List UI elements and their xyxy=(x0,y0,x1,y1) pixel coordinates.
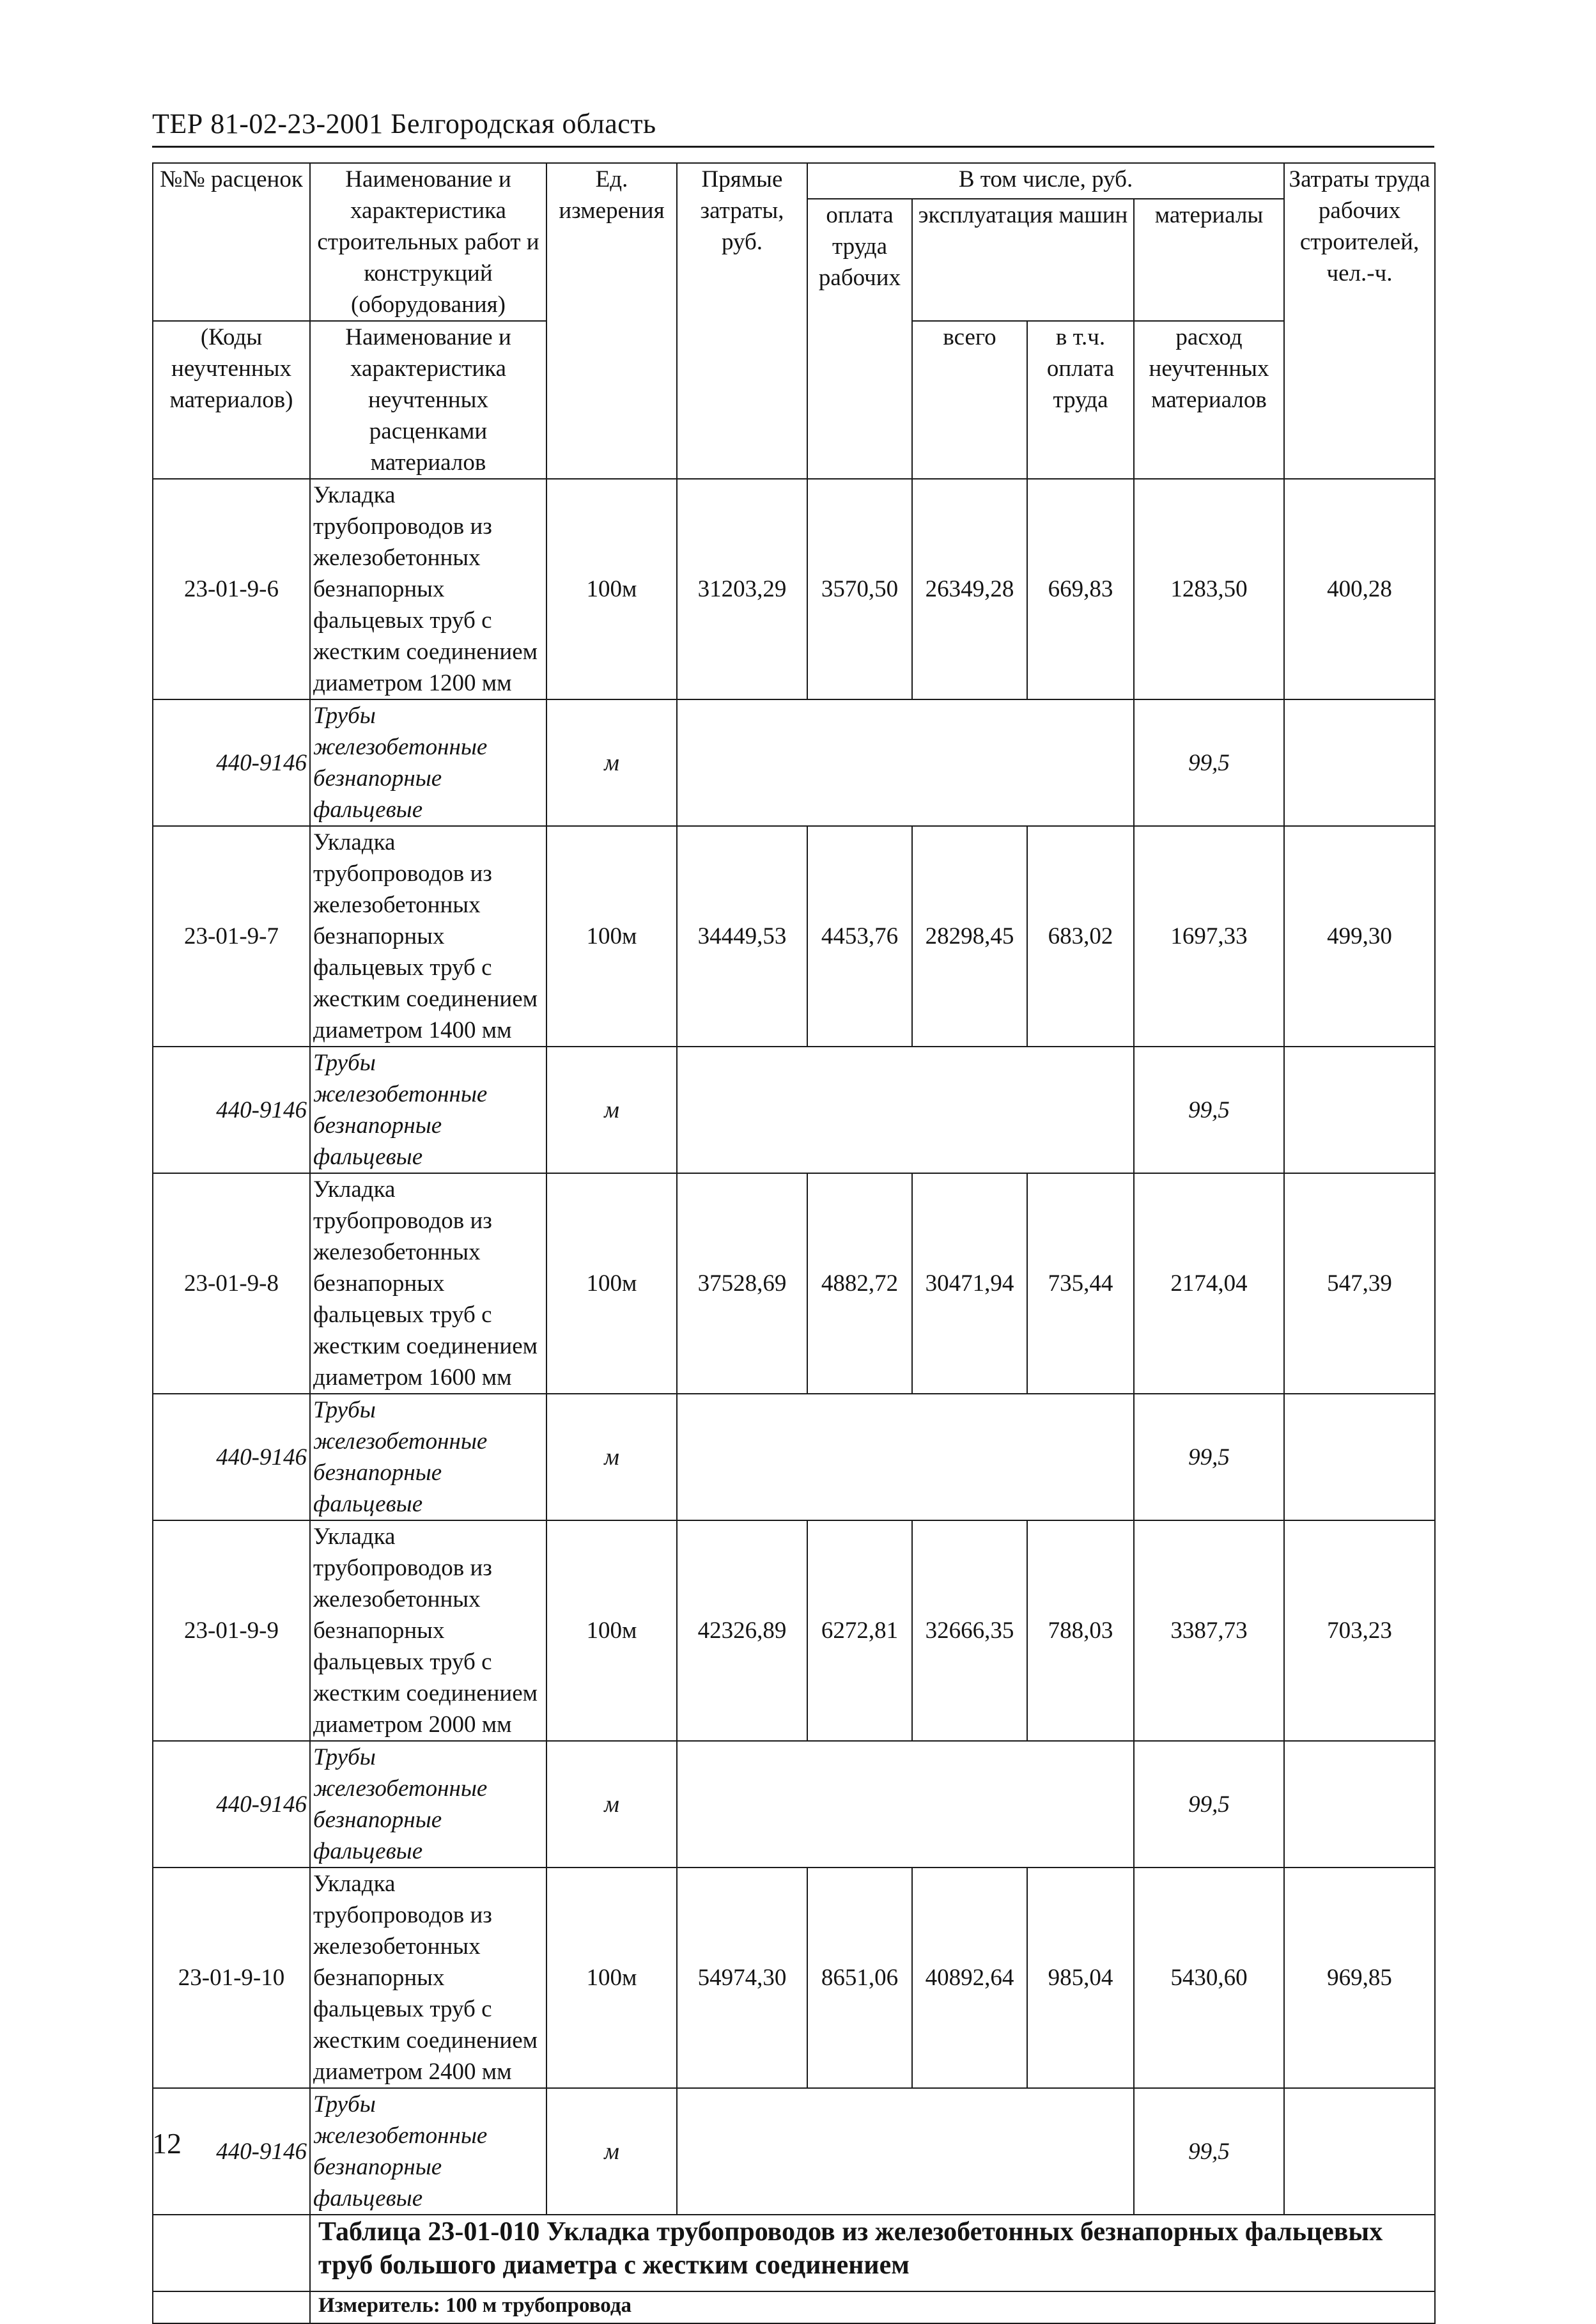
material-row xyxy=(153,2088,1435,2215)
material-row xyxy=(153,1047,1435,1173)
row-code: 23-01-9-9 xyxy=(153,1520,310,1741)
row-direct: 42326,89 xyxy=(677,1520,807,1741)
header-code2: (Коды неучтенных материалов) xyxy=(153,321,310,479)
material-labor-empty xyxy=(1284,1047,1435,1173)
next-table-title-row xyxy=(153,2215,1435,2291)
header-unit: Ед. измерения xyxy=(546,163,677,479)
material-labor-empty xyxy=(1284,2088,1435,2215)
row-unit: 100м xyxy=(546,1868,677,2088)
row-materials: 1283,50 xyxy=(1134,479,1284,699)
price-table xyxy=(152,162,1436,2324)
header-incl: В том числе, руб. xyxy=(807,163,1284,199)
row-labor: 703,23 xyxy=(1284,1520,1435,1741)
row-machine-wage: 669,83 xyxy=(1027,479,1134,699)
material-name: Трубы железобетонные безнапорные фальцевые xyxy=(310,699,546,826)
row-materials: 2174,04 xyxy=(1134,1173,1284,1394)
row-direct: 34449,53 xyxy=(677,826,807,1047)
row-wage: 8651,06 xyxy=(807,1868,912,2088)
row-materials: 5430,60 xyxy=(1134,1868,1284,2088)
material-qty: 99,5 xyxy=(1134,699,1284,826)
row-labor: 547,39 xyxy=(1284,1173,1435,1394)
header-materials: материалы xyxy=(1134,199,1284,321)
material-empty xyxy=(677,1741,1134,1868)
material-row xyxy=(153,699,1435,826)
row-name: Укладка трубопроводов из железобетонных безнапорных фальцевых труб с жестким соединением диаметром 1200 мм xyxy=(310,479,546,699)
material-labor-empty xyxy=(1284,1741,1435,1868)
row-unit: 100м xyxy=(546,479,677,699)
row-machine-total: 40892,64 xyxy=(912,1868,1027,2088)
material-empty xyxy=(677,1047,1134,1173)
material-qty: 99,5 xyxy=(1134,1741,1284,1868)
row-labor: 969,85 xyxy=(1284,1868,1435,2088)
row-direct: 37528,69 xyxy=(677,1173,807,1394)
material-empty xyxy=(677,2088,1134,2215)
material-qty: 99,5 xyxy=(1134,1047,1284,1173)
material-unit: м xyxy=(546,1741,677,1868)
material-code: 440-9146 xyxy=(153,1047,310,1173)
row-machine-total: 26349,28 xyxy=(912,479,1027,699)
material-row xyxy=(153,1741,1435,1868)
table-row xyxy=(153,1173,1435,1394)
row-direct: 54974,30 xyxy=(677,1868,807,2088)
row-machine-total: 28298,45 xyxy=(912,826,1027,1047)
material-qty: 99,5 xyxy=(1134,1394,1284,1520)
row-machine-wage: 683,02 xyxy=(1027,826,1134,1047)
material-labor-empty xyxy=(1284,1394,1435,1520)
header-rule xyxy=(152,146,1434,148)
row-labor: 499,30 xyxy=(1284,826,1435,1047)
row-unit: 100м xyxy=(546,1520,677,1741)
header-name2: Наименование и характеристика неучтенных расценками материалов xyxy=(310,321,546,479)
table-row xyxy=(153,1868,1435,2088)
row-machine-wage: 735,44 xyxy=(1027,1173,1134,1394)
row-machine-wage: 788,03 xyxy=(1027,1520,1134,1741)
row-machine-total: 30471,94 xyxy=(912,1173,1027,1394)
table-row xyxy=(153,1520,1435,1741)
row-direct: 31203,29 xyxy=(677,479,807,699)
material-unit: м xyxy=(546,2088,677,2215)
table-row xyxy=(153,826,1435,1047)
row-wage: 6272,81 xyxy=(807,1520,912,1741)
row-machine-wage: 985,04 xyxy=(1027,1868,1134,2088)
material-qty: 99,5 xyxy=(1134,2088,1284,2215)
header-direct: Прямые затраты, руб. xyxy=(677,163,807,479)
page-number: 12 xyxy=(152,2127,182,2160)
material-row xyxy=(153,1394,1435,1520)
header-name: Наименование и характеристика строительных работ и конструкций (оборудования) xyxy=(310,163,546,321)
table-row xyxy=(153,479,1435,699)
row-wage: 4453,76 xyxy=(807,826,912,1047)
page-header: ТЕР 81-02-23-2001 Белгородская область xyxy=(152,108,656,139)
row-labor: 400,28 xyxy=(1284,479,1435,699)
row-unit: 100м xyxy=(546,826,677,1047)
row-name: Укладка трубопроводов из железобетонных безнапорных фальцевых труб с жестким соединением диаметром 1600 мм xyxy=(310,1173,546,1394)
material-unit: м xyxy=(546,699,677,826)
header-machine-total: всего xyxy=(912,321,1027,479)
next-table-measure: Измеритель: 100 м трубопровода xyxy=(310,2291,1435,2323)
material-empty xyxy=(677,699,1134,826)
material-name: Трубы железобетонные безнапорные фальцевые xyxy=(310,2088,546,2215)
material-code: 440-9146 xyxy=(153,699,310,826)
material-empty xyxy=(677,1394,1134,1520)
row-code: 23-01-9-10 xyxy=(153,1868,310,2088)
row-code: 23-01-9-8 xyxy=(153,1173,310,1394)
material-name: Трубы железобетонные безнапорные фальцевые xyxy=(310,1394,546,1520)
row-code: 23-01-9-7 xyxy=(153,826,310,1047)
row-materials: 3387,73 xyxy=(1134,1520,1284,1741)
material-unit: м xyxy=(546,1394,677,1520)
header-machine-wage: в т.ч. оплата труда xyxy=(1027,321,1134,479)
row-code: 23-01-9-6 xyxy=(153,479,310,699)
row-materials: 1697,33 xyxy=(1134,826,1284,1047)
material-code: 440-9146 xyxy=(153,1741,310,1868)
next-table-measure-row xyxy=(153,2291,1435,2323)
row-name: Укладка трубопроводов из железобетонных безнапорных фальцевых труб с жестким соединением диаметром 1400 мм xyxy=(310,826,546,1047)
header-materials2: расход неучтенных материалов xyxy=(1134,321,1284,479)
row-wage: 4882,72 xyxy=(807,1173,912,1394)
title-empty xyxy=(153,2215,310,2291)
material-name: Трубы железобетонные безнапорные фальцевые xyxy=(310,1047,546,1173)
material-labor-empty xyxy=(1284,699,1435,826)
row-name: Укладка трубопроводов из железобетонных безнапорных фальцевых труб с жестким соединением диаметром 2000 мм xyxy=(310,1520,546,1741)
header-wage: оплата труда рабочих xyxy=(807,199,912,479)
measure-empty xyxy=(153,2291,310,2323)
material-unit: м xyxy=(546,1047,677,1173)
next-table-title: Таблица 23-01-010 Укладка трубопроводов из железобетонных безнапорных фальцевых труб большого диаметра с жестким соединением xyxy=(310,2215,1435,2291)
material-name: Трубы железобетонные безнапорные фальцевые xyxy=(310,1741,546,1868)
row-unit: 100м xyxy=(546,1173,677,1394)
header-labor: Затраты труда рабочих строителей, чел.-ч. xyxy=(1284,163,1435,479)
material-code: 440-9146 xyxy=(153,1394,310,1520)
row-machine-total: 32666,35 xyxy=(912,1520,1027,1741)
row-name: Укладка трубопроводов из железобетонных безнапорных фальцевых труб с жестким соединением диаметром 2400 мм xyxy=(310,1868,546,2088)
material-code: 440-9146 xyxy=(153,2088,310,2215)
header-machine: эксплуатация машин xyxy=(912,199,1134,321)
header-code: №№ расценок xyxy=(153,163,310,321)
row-wage: 3570,50 xyxy=(807,479,912,699)
